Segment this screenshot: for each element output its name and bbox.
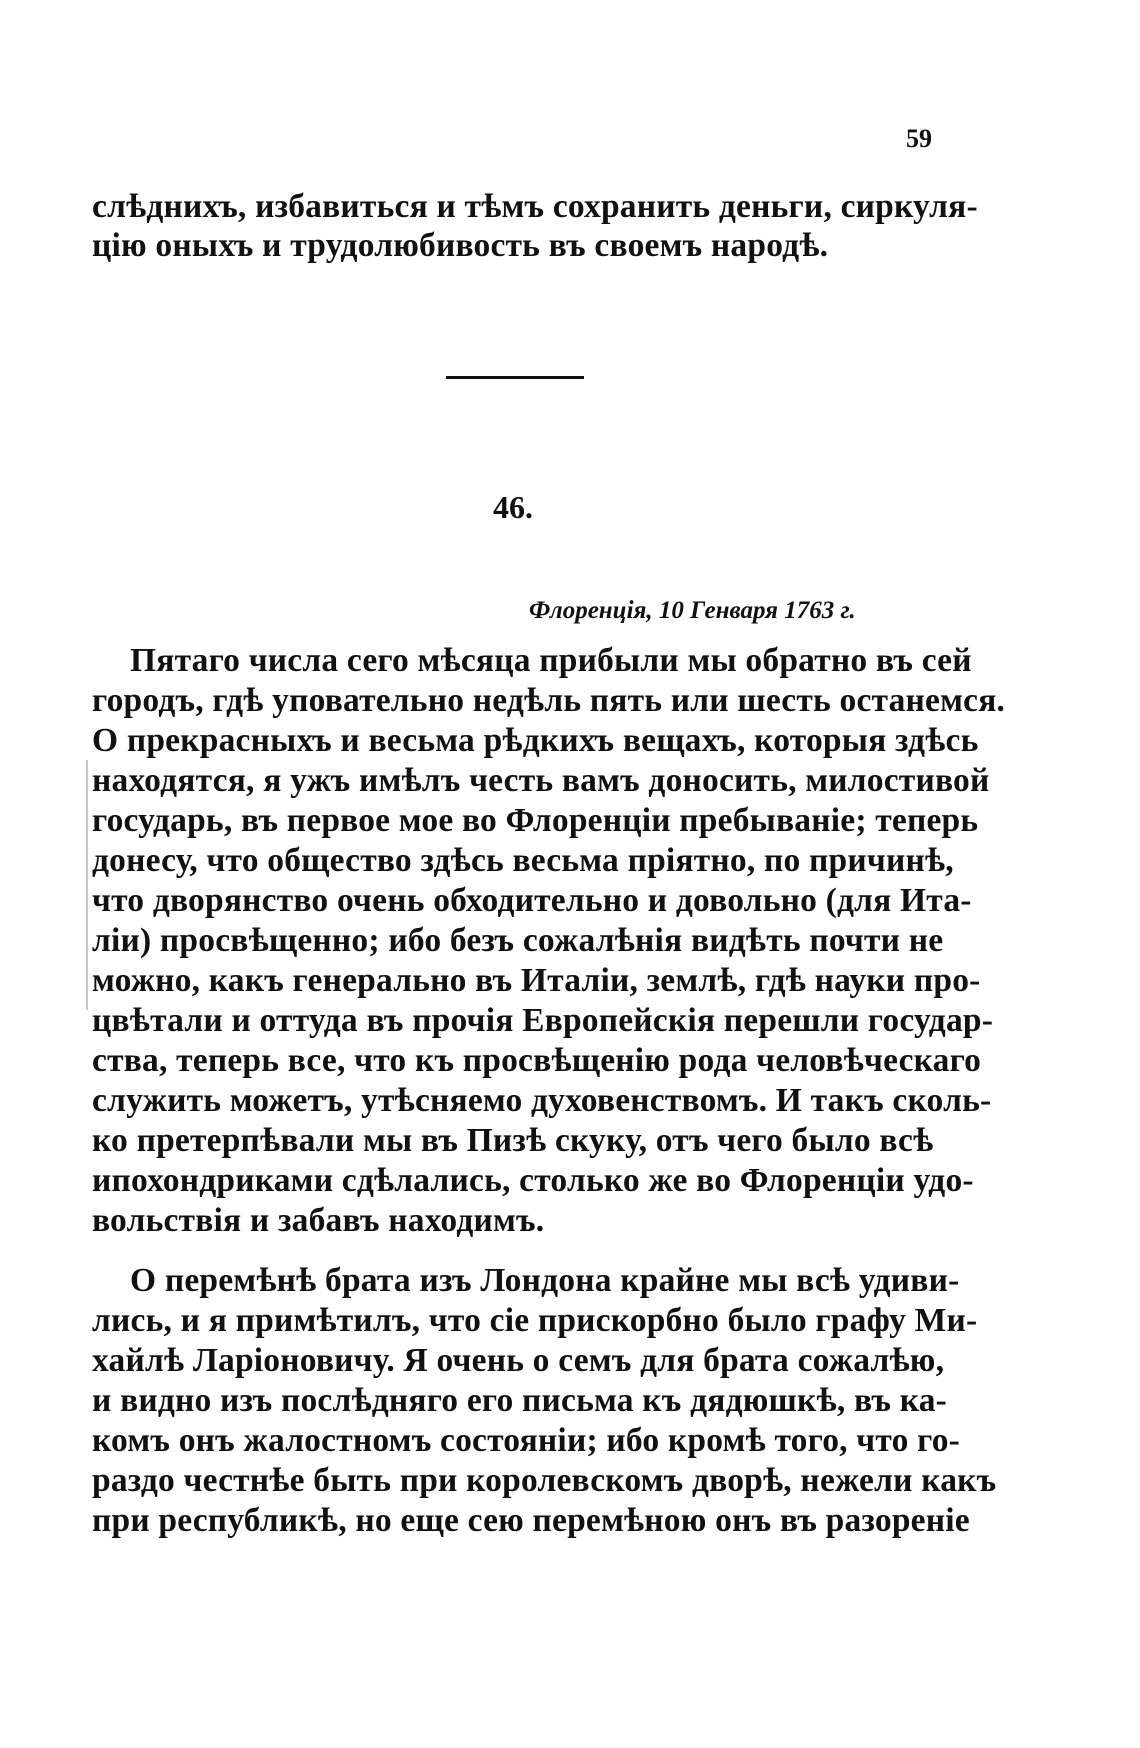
text-line: при республикѣ, но еще сею перемѣною онъ въ разореніе <box>92 1502 970 1539</box>
text-line: и видно изъ послѣдняго его письма къ дядюшкѣ, въ ка- <box>92 1382 948 1419</box>
letter-dateline: Флоренція, 10 Генваря 1763 г. <box>529 597 856 624</box>
carryover-line-2: цію оныхъ и трудолюбивость въ своемъ народѣ. <box>92 227 829 264</box>
scan-margin-mark <box>86 760 88 1010</box>
text-line: вольствія и забавъ находимъ. <box>92 1202 545 1239</box>
page-number: 59 <box>906 124 932 153</box>
text-line: донесу, что общество здѣсь весьма пріятно, по причинѣ, <box>92 842 954 879</box>
text-line: ко претерпѣвали мы въ Пизѣ скуку, отъ чего было всѣ <box>92 1122 934 1159</box>
section-divider <box>446 376 584 379</box>
text-line: Пятаго числа сего мѣсяца прибыли мы обратно въ сей <box>130 642 972 679</box>
text-line: находятся, я ужъ имѣлъ честь вамъ доносить, милостивой <box>92 762 990 799</box>
letter-number: 46. <box>493 489 533 525</box>
text-line: комъ онъ жалостномъ состояніи; ибо кромѣ того, что го- <box>92 1422 961 1459</box>
text-line: можно, какъ генерально въ Италіи, землѣ, гдѣ науки про- <box>92 962 981 999</box>
text-line: что дворянство очень обходительно и довольно (для Ита- <box>92 882 972 919</box>
text-line: лись, и я примѣтилъ, что сіе прискорбно было графу Ми- <box>92 1302 978 1339</box>
carryover-line-1: слѣднихъ, избавиться и тѣмъ сохранить деньги, сиркуля- <box>92 188 978 225</box>
text-line: цвѣтали и оттуда въ прочія Европейскія перешли государ- <box>92 1002 994 1039</box>
text-line: ипохондриками сдѣлались, столько же во Флоренціи удо- <box>92 1162 974 1199</box>
text-line: служить можетъ, утѣсняемо духовенствомъ. И такъ сколь- <box>92 1082 992 1119</box>
text-line: хайлѣ Ларіоновичу. Я очень о семъ для брата сожалѣю, <box>92 1342 945 1379</box>
text-line: городъ, гдѣ уповательно недѣль пять или шесть останемся. <box>92 682 1006 719</box>
text-line: государь, въ первое мое во Флоренціи пребываніе; теперь <box>92 802 979 839</box>
text-line: ліи) просвѣщенно; ибо безъ сожалѣнія видѣть почти не <box>92 922 944 959</box>
text-line: О перемѣнѣ брата изъ Лондона крайне мы всѣ удиви- <box>130 1262 960 1299</box>
text-line: О прекрасныхъ и весьма рѣдкихъ вещахъ, которыя здѣсь <box>92 722 979 759</box>
text-line: раздо честнѣе быть при королевскомъ дворѣ, нежели какъ <box>92 1462 997 1499</box>
text-line: ства, теперь все, что къ просвѣщенію рода человѣческаго <box>92 1042 982 1079</box>
